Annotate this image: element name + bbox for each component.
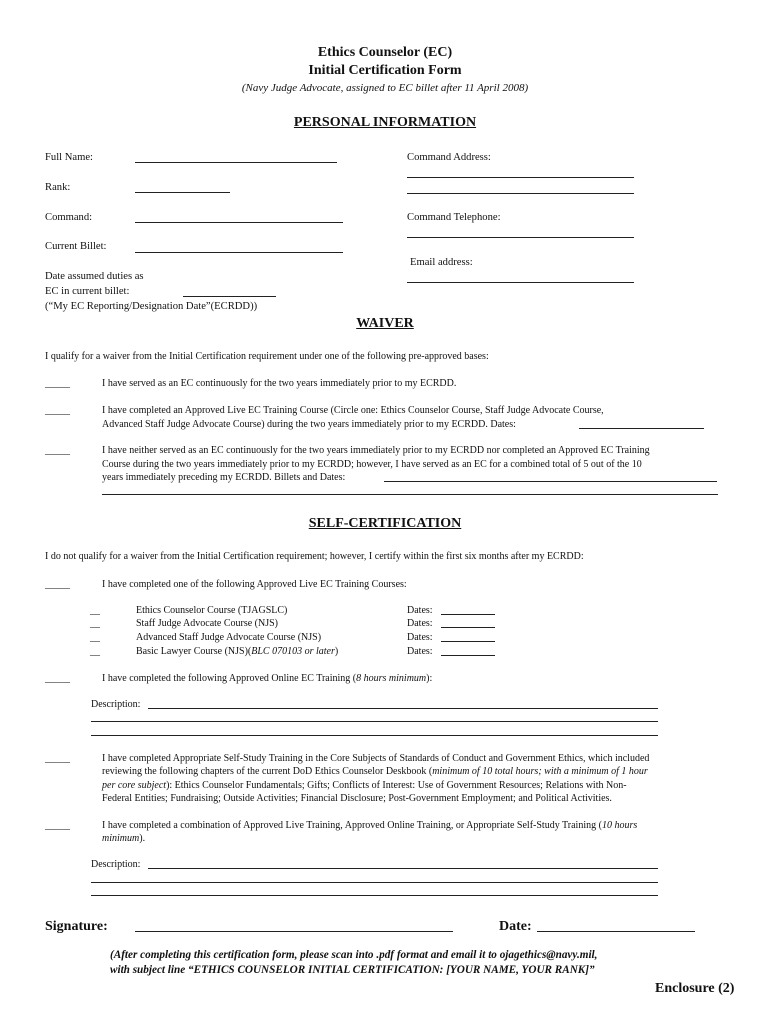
self-study-line3-a: per core subject	[102, 780, 167, 791]
online-training-text-a: I have completed the following Approved Online EC Training (	[102, 673, 357, 684]
online-training-checkbox[interactable]: _____	[45, 673, 70, 684]
course-name: Ethics Counselor Course (TJAGSLC)	[136, 605, 288, 616]
rank-label: Rank:	[45, 182, 71, 193]
combination-line1	[102, 819, 637, 833]
course-name: Staff Judge Advocate Course (NJS)	[136, 618, 279, 629]
waiver-option3-line1: I have neither served as an EC continuously for the two years immediately prior to my ECRDD nor completed an Approved EC Training	[102, 445, 650, 456]
signature-field[interactable]	[135, 931, 453, 932]
combination-description-field-1[interactable]	[148, 868, 658, 869]
self-study-line2	[102, 765, 648, 779]
combination-description-label: Description:	[91, 859, 141, 870]
current-billet-field[interactable]	[135, 252, 343, 253]
command-address-label: Command Address:	[407, 152, 491, 163]
date-assumed-label-line1: Date assumed duties as	[45, 271, 144, 282]
command-address-field-2[interactable]	[407, 193, 634, 194]
command-address-field-1[interactable]	[407, 177, 634, 178]
online-training-minimum: 8 hours minimum	[356, 673, 427, 684]
course-dates-label: Dates:	[407, 632, 433, 643]
online-description-label: Description:	[91, 699, 141, 710]
waiver-option2-line1: I have completed an Approved Live EC Training Course (Circle one: Ethics Counselor Course, Staff Judge Advocate Course,	[102, 405, 604, 416]
waiver-heading: WAIVER	[356, 316, 414, 331]
self-certification-heading: SELF-CERTIFICATION	[308, 516, 462, 531]
online-description-field-3[interactable]	[91, 735, 658, 736]
combination-line1-b: 10 hours	[601, 820, 638, 831]
course-dates-label: Dates:	[407, 618, 433, 629]
course-checkbox[interactable]: __	[90, 646, 100, 657]
billets-dates-field-2[interactable]	[102, 494, 718, 495]
self-study-line3-b: ): Ethics Counselor Fundamentals; Gifts; Conflicts of Interest: Use of Government Resources; Relations with Non-	[166, 780, 627, 791]
email-label: Email address:	[410, 257, 473, 268]
course-name-text: Basic Lawyer Course (NJS)(	[136, 646, 252, 657]
course-dates-label: Dates:	[407, 605, 433, 616]
self-study-checkbox[interactable]: _____	[45, 753, 70, 764]
self-study-line2-a: reviewing the following chapters of the current DoD Ethics Counselor Deskbook (	[102, 766, 433, 777]
date-assumed-label-line3: (“My EC Reporting/Designation Date”(ECRDD))	[45, 301, 258, 312]
course-name-close: )	[334, 646, 339, 657]
billets-dates-field-1[interactable]	[384, 481, 717, 482]
rank-field[interactable]	[135, 192, 230, 193]
ecrdd-field[interactable]	[183, 296, 276, 297]
signature-label: Signature:	[45, 919, 108, 934]
online-training-text	[102, 672, 432, 686]
combination-description-field-3[interactable]	[91, 895, 658, 896]
combination-minimum: minimum	[102, 833, 140, 844]
waiver-option2-checkbox[interactable]: _____	[45, 405, 70, 416]
email-field[interactable]	[407, 282, 634, 283]
course-name: Advanced Staff Judge Advocate Course (NJS)	[136, 632, 322, 643]
command-telephone-field[interactable]	[407, 237, 634, 238]
course-dates-field[interactable]	[441, 627, 495, 628]
command-field[interactable]	[135, 222, 343, 223]
form-title-line1: Ethics Counselor (EC)	[317, 45, 453, 60]
course-checkbox[interactable]: __	[90, 605, 100, 616]
self-study-line4: Federal Entities; Fundraising; Outside Activities; Financial Disclosure; Post-Government Employment; and Political Activities.	[102, 793, 612, 804]
submission-note-line1: (After completing this certification form, please scan into .pdf format and email it to ojagethics@navy.mil,	[110, 949, 598, 961]
date-label: Date:	[499, 919, 532, 934]
submission-note-line2: with subject line “ETHICS COUNSELOR INITIAL CERTIFICATION: [YOUR NAME, YOUR RANK]”	[110, 964, 595, 976]
course-name-note: BLC 070103 or later	[251, 646, 335, 657]
command-label: Command:	[45, 212, 93, 223]
combination-line1-a: I have completed a combination of Approved Live Training, Approved Online Training, or Appropriate Self-Study Training (	[102, 820, 602, 831]
combination-line2	[102, 832, 145, 846]
online-description-field-2[interactable]	[91, 721, 658, 722]
online-description-field-1[interactable]	[148, 708, 658, 709]
course-checkbox[interactable]: __	[90, 632, 100, 643]
course-dates-field[interactable]	[441, 641, 495, 642]
form-subtitle: (Navy Judge Advocate, assigned to EC billet after 11 April 2008)	[241, 82, 529, 94]
live-training-checkbox[interactable]: _____	[45, 579, 70, 590]
current-billet-label: Current Billet:	[45, 241, 107, 252]
combination-description-field-2[interactable]	[91, 882, 658, 883]
waiver-option2-line2: Advanced Staff Judge Advocate Course) during the two years immediately prior to my ECRDD. Dates:	[102, 419, 516, 430]
self-certification-intro: I do not qualify for a waiver from the Initial Certification requirement; however, I certify within the first six months after my ECRDD:	[45, 551, 584, 562]
self-study-line2-b: minimum of 10 total hours; with a minimum of 1 hour	[432, 766, 648, 777]
combination-close: ).	[139, 833, 146, 844]
form-title-line2: Initial Certification Form	[308, 63, 462, 78]
waiver-option3-line2: Course during the two years immediately prior to my ECRDD; however, I have served as an EC for a combined total of 5 out of the 10	[102, 459, 642, 470]
waiver-intro: I qualify for a waiver from the Initial Certification requirement under one of the following pre-approved bases:	[45, 351, 489, 362]
course-dates-label: Dates:	[407, 646, 433, 657]
waiver-option3-checkbox[interactable]: _____	[45, 445, 70, 456]
waiver-option3-line3: years immediately preceding my ECRDD. Billets and Dates:	[102, 472, 346, 483]
personal-information-heading: PERSONAL INFORMATION	[293, 115, 477, 130]
full-name-label: Full Name:	[45, 152, 93, 163]
full-name-field[interactable]	[135, 162, 337, 163]
command-telephone-label: Command Telephone:	[407, 212, 501, 223]
waiver-option1-text: I have served as an EC continuously for the two years immediately prior to my ECRDD.	[102, 378, 457, 389]
live-training-text: I have completed one of the following Approved Live EC Training Courses:	[102, 579, 407, 590]
self-study-line1: I have completed Appropriate Self-Study Training in the Core Subjects of Standards of Conduct and Government Ethics, which included	[102, 753, 650, 764]
course-checkbox[interactable]: __	[90, 618, 100, 629]
waiver-option2-dates-field[interactable]	[579, 428, 704, 429]
self-study-line3	[102, 779, 627, 793]
date-assumed-label-line2: EC in current billet:	[45, 286, 130, 297]
date-field[interactable]	[537, 931, 695, 932]
course-dates-field[interactable]	[441, 614, 495, 615]
enclosure-label: Enclosure (2)	[655, 981, 735, 996]
course-name	[136, 645, 338, 659]
combination-checkbox[interactable]: _____	[45, 820, 70, 831]
course-dates-field[interactable]	[441, 655, 495, 656]
online-training-text-c: ):	[426, 673, 433, 684]
waiver-option1-checkbox[interactable]: _____	[45, 378, 70, 389]
